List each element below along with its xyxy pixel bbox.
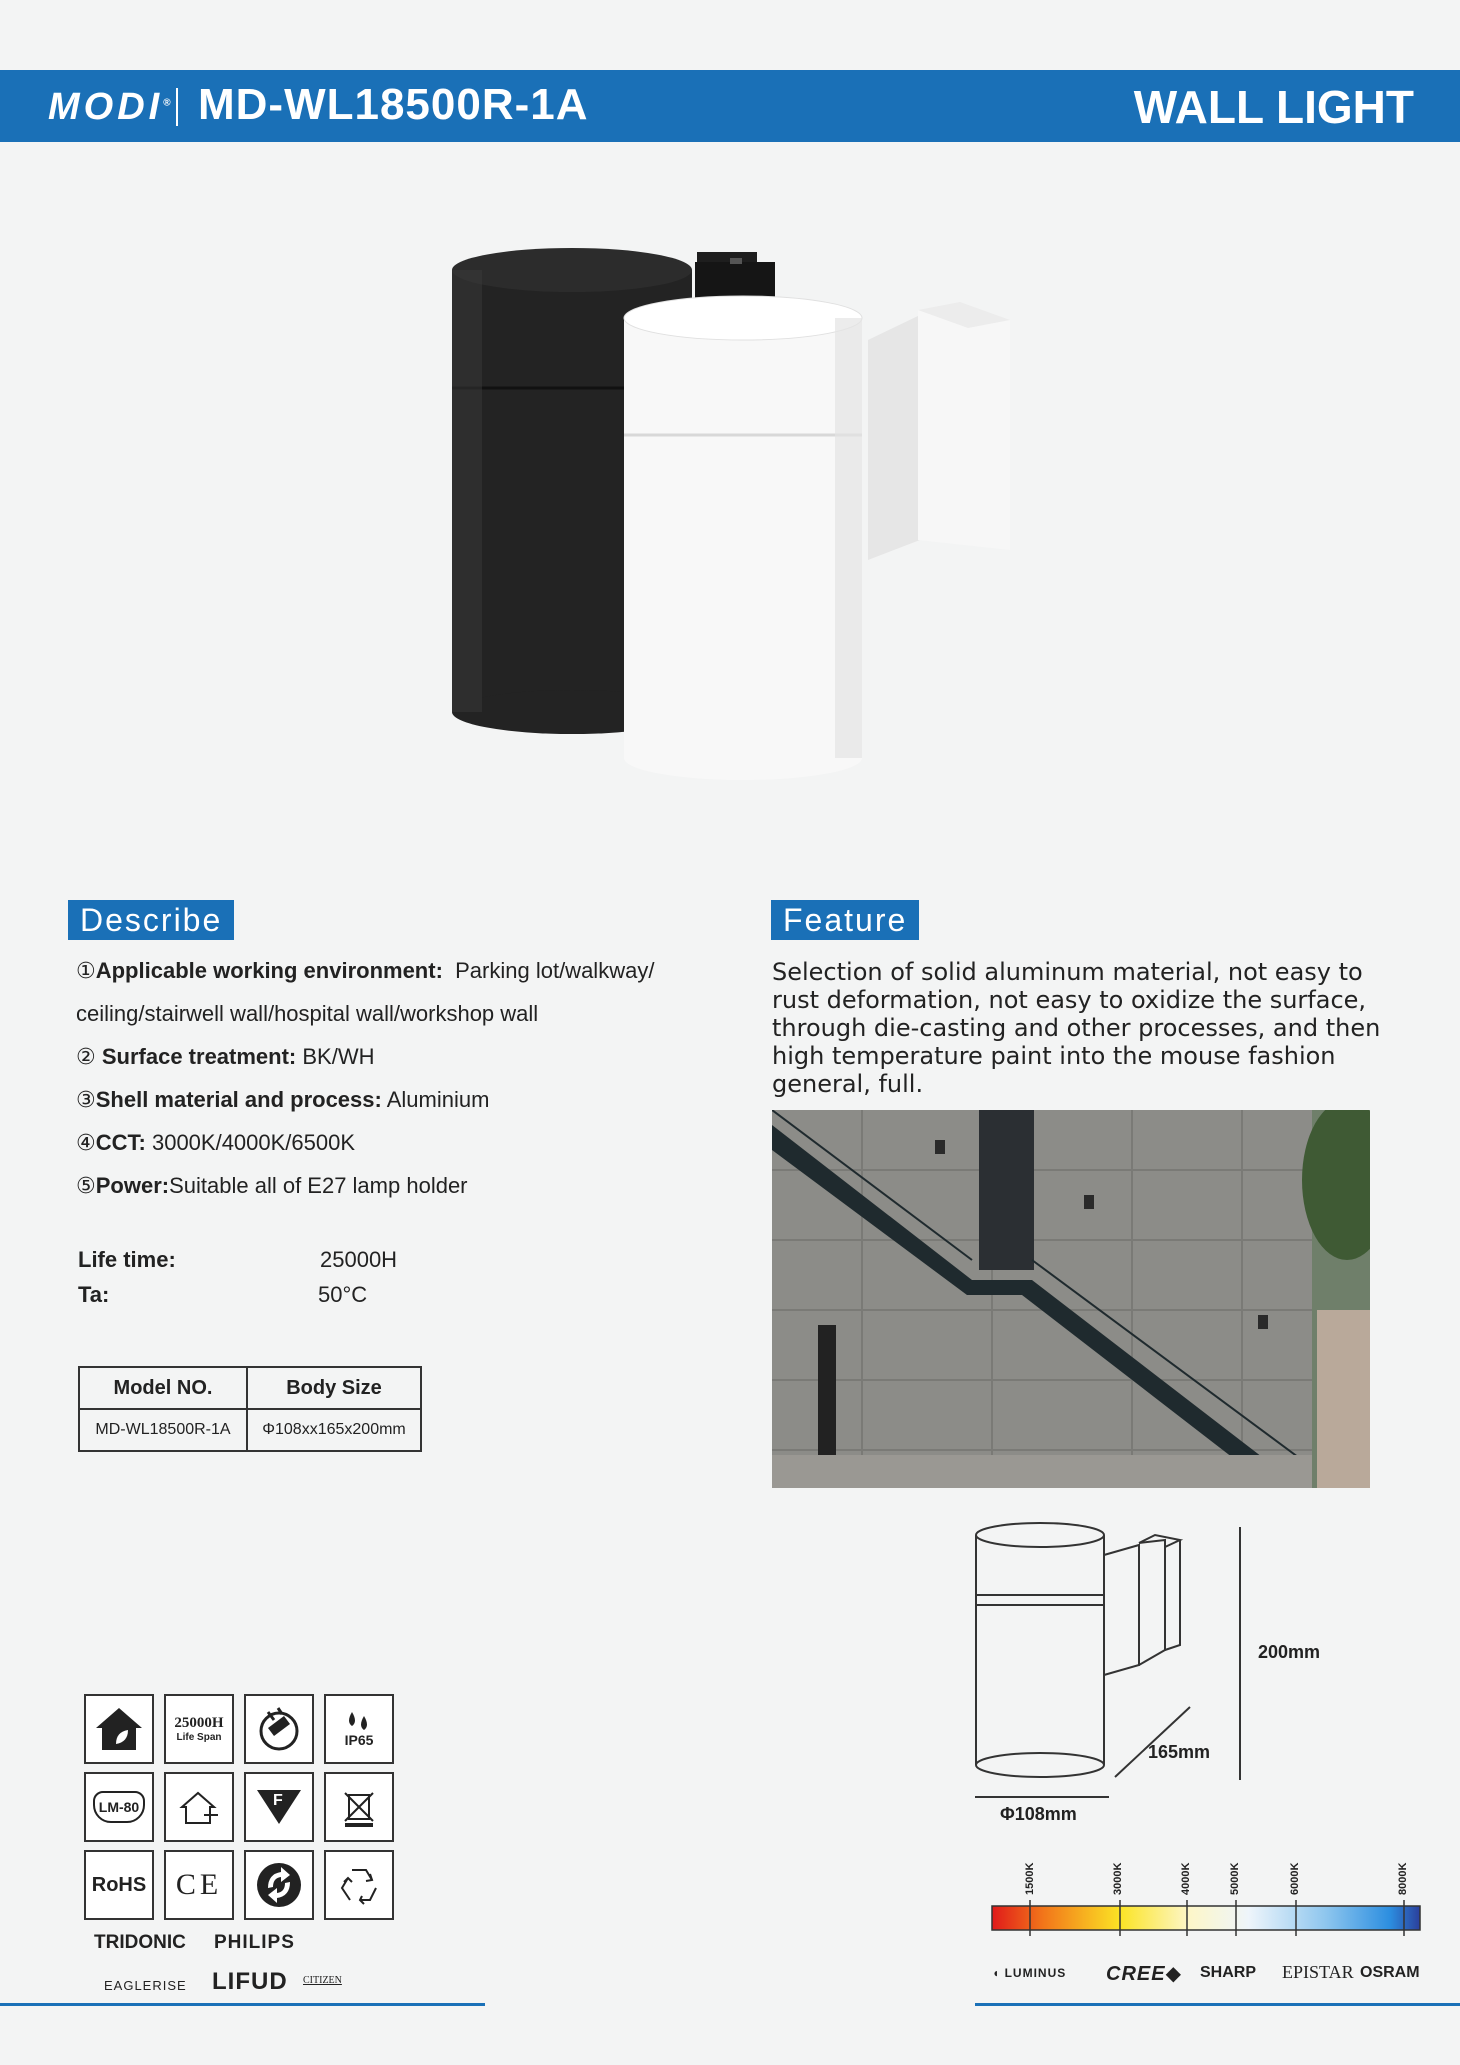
brand-philips: PHILIPS bbox=[214, 1932, 295, 1953]
product-type: WALL LIGHT bbox=[1133, 81, 1414, 133]
lifetime-label: Life time: bbox=[78, 1247, 176, 1272]
footer-line-right bbox=[975, 2003, 1460, 2006]
lifespan-icon: 25000H Life Span bbox=[164, 1694, 234, 1764]
cct-label-1500: 1500K bbox=[1024, 1862, 1036, 1895]
model-table bbox=[78, 1366, 422, 1452]
height-dimension: 200mm bbox=[1258, 1642, 1321, 1662]
lm80-icon: LM-80 bbox=[84, 1772, 154, 1842]
cct-label-3000: 3000K bbox=[1112, 1862, 1124, 1895]
table-header-size: Body Size bbox=[247, 1367, 421, 1409]
f-mark-icon: F bbox=[244, 1772, 314, 1842]
brand-sharp: SHARP bbox=[1200, 1964, 1257, 1981]
lifetime-value: 25000H bbox=[320, 1247, 398, 1272]
plug-icon bbox=[244, 1694, 314, 1764]
house-leaf-icon bbox=[84, 1694, 154, 1764]
brand-divider bbox=[176, 88, 178, 126]
header-bar bbox=[0, 70, 1460, 142]
footer-line-left bbox=[0, 2003, 485, 2006]
cct-label-6000: 6000K bbox=[1289, 1862, 1301, 1895]
dimension-drawing bbox=[975, 1515, 1265, 1845]
table-header-model: Model NO. bbox=[79, 1367, 247, 1409]
brand-eaglerise: EAGLERISE bbox=[104, 1978, 187, 1993]
cct-label-5000: 5000K bbox=[1229, 1862, 1241, 1895]
describe-item-shell: ③Shell material and process: Aluminium bbox=[76, 1087, 490, 1112]
cct-label-8000: 8000K bbox=[1397, 1862, 1409, 1895]
brand-epistar: EPISTAR bbox=[1282, 1962, 1354, 1982]
feature-tag: Feature bbox=[771, 900, 919, 940]
cct-gradient-bar bbox=[990, 1900, 1422, 1936]
product-image bbox=[440, 240, 1020, 800]
model-title: MD-WL18500R-1A bbox=[198, 80, 589, 129]
diameter-dimension: Φ108mm bbox=[1000, 1804, 1077, 1824]
table-cell-model: MD-WL18500R-1A bbox=[79, 1409, 247, 1451]
depth-dimension: 165mm bbox=[1148, 1742, 1211, 1762]
feature-text: Selection of solid aluminum material, not easy to rust deformation, not easy to oxidize the surface, through die-casting and other processes, and then high temperature paint into the mouse fashion general, full. bbox=[772, 958, 1381, 1098]
indoor-house-icon bbox=[164, 1772, 234, 1842]
describe-tag: Describe bbox=[68, 900, 234, 940]
ce-icon: CE bbox=[164, 1850, 234, 1920]
ta-value: 50°C bbox=[318, 1282, 368, 1307]
green-dot-icon bbox=[244, 1850, 314, 1920]
application-photo bbox=[772, 1110, 1370, 1488]
describe-item-power: ⑤Power:Suitable all of E27 lamp holder bbox=[76, 1173, 468, 1198]
brand-citizen: CITIZEN bbox=[303, 1975, 342, 1986]
brand-lifud: LIFUD bbox=[212, 1968, 288, 1995]
ip65-icon: IP65 bbox=[324, 1694, 394, 1764]
brand-tridonic: TRIDONIC bbox=[94, 1932, 186, 1953]
ta-label: Ta: bbox=[78, 1282, 110, 1307]
cct-label-4000: 4000K bbox=[1180, 1862, 1192, 1895]
describe-item-surface: ② Surface treatment: BK/WH bbox=[76, 1044, 375, 1069]
rohs-icon: RoHS bbox=[84, 1850, 154, 1920]
brand-logo: MODI® bbox=[48, 86, 175, 128]
recycle-icon bbox=[324, 1850, 394, 1920]
describe-item-cct: ④CCT: 3000K/4000K/6500K bbox=[76, 1130, 356, 1155]
brand-cree: CREE◆ bbox=[1106, 1963, 1182, 1985]
describe-item-environment-cont: ceiling/stairwell wall/hospital wall/workshop wall bbox=[76, 1001, 539, 1026]
table-cell-size: Φ108xx165x200mm bbox=[247, 1409, 421, 1451]
brand-luminus: ◖ LUMINUS bbox=[992, 1966, 1067, 1980]
weee-bin-icon bbox=[324, 1772, 394, 1842]
brand-osram: OSRAM bbox=[1360, 1964, 1420, 1981]
describe-item-environment: ①Applicable working environment: Parking lot/walkway/ bbox=[76, 958, 655, 983]
